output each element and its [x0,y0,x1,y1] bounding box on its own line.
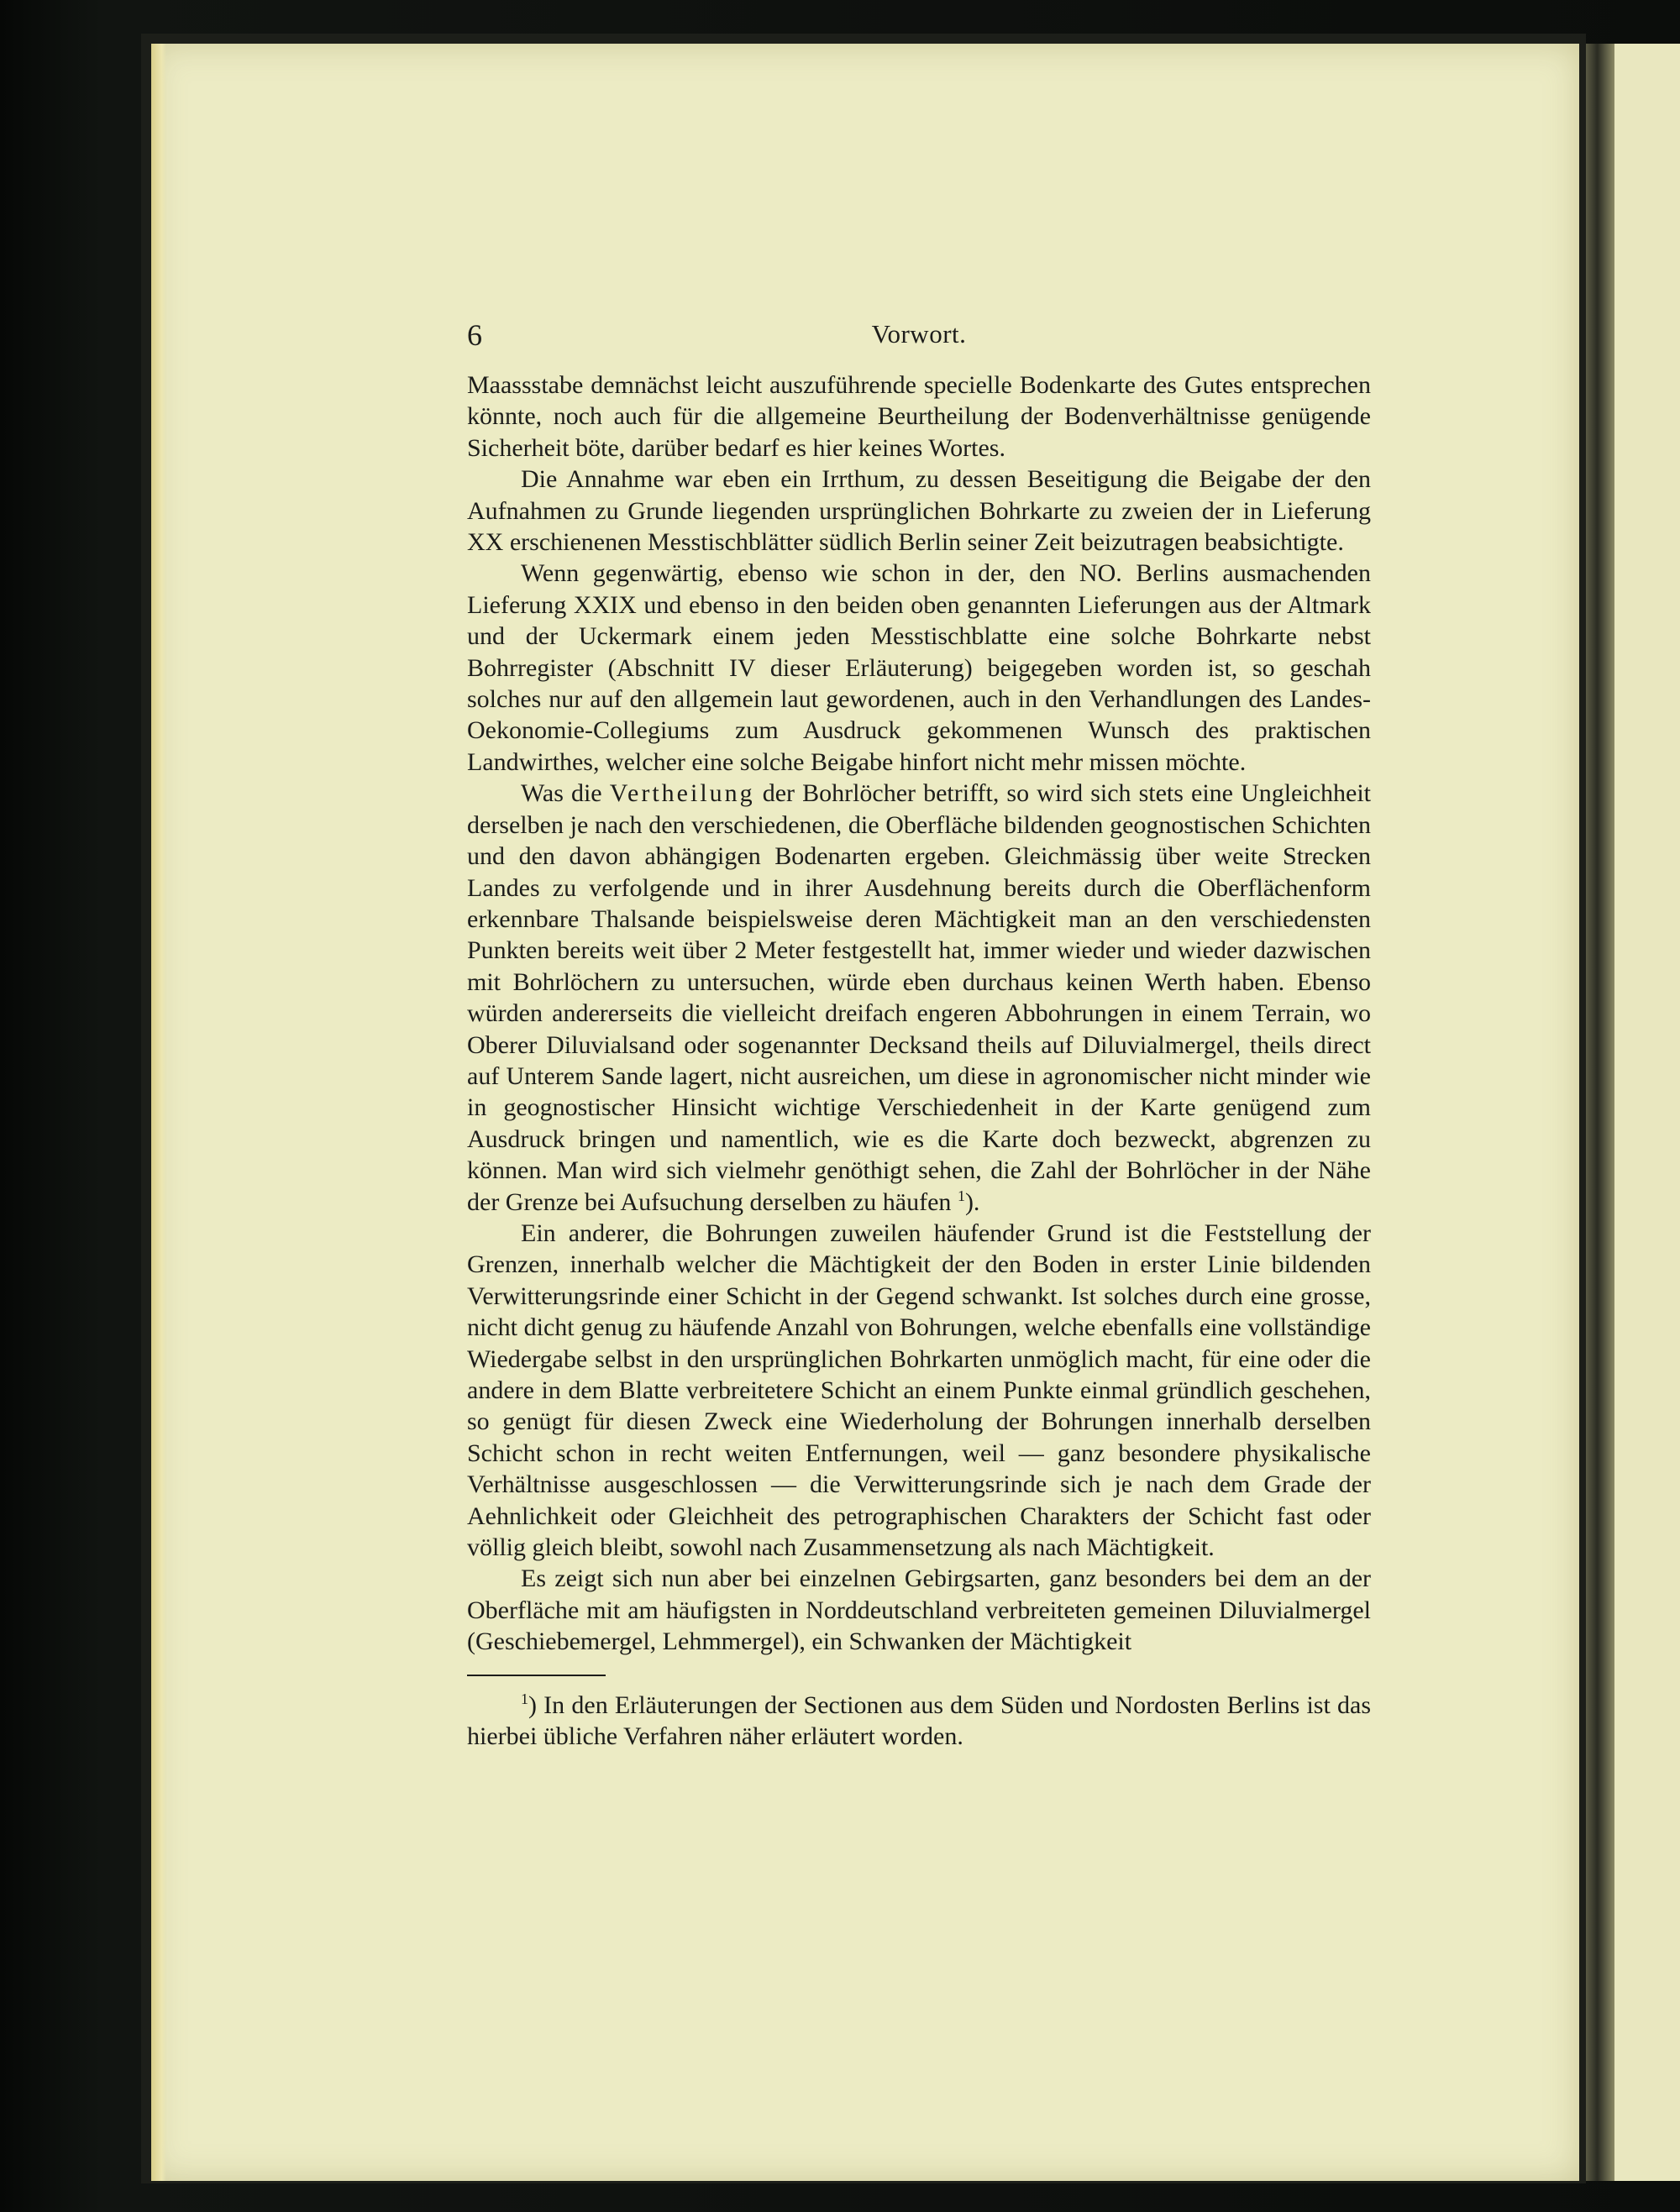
running-title: Vorwort. [871,319,967,349]
book-gutter [1586,44,1614,2181]
footnote-body: ) In den Erläuterungen der Sectionen aus dem Süden und Nordosten Berlins ist das hierbei übliche Verfahren näher erläutert worden. [467,1690,1371,1750]
paragraph-4-spaced-term: Vertheilung [609,779,755,808]
paragraph-5: Ein anderer, die Bohrungen zuweilen häufender Grund ist die Feststellung der Grenzen, innerhalb welcher die Mächtigkeit der den Boden in erster Linie bildenden Verwitterungsrinde einer Schicht in der Gegend schwankt. Ist solches durch eine grosse, nicht dicht genug zu häufende Anzahl von Bohrungen, welche ebenfalls eine vollständige Wiedergabe selbst in den ursprünglichen Bohrkarten unmöglich macht, für eine oder die andere in dem Blatte verbreitetere Schicht an einem Punkte einmal gründlich geschehen, so genügt für diesen Zweck eine Wiederholung der Bohrungen innerhalb derselben Schicht schon in recht weiten Entfernungen, weil — ganz besondere physikalische Verhältnisse ausgeschlossen — die Verwitterungsrinde sich je nach dem Grade der Aehnlichkeit oder Gleichheit des petrographischen Charakters der Schicht fast oder völlig gleich bleibt, sowohl nach Zusammensetzung als nach Mächtigkeit. [467,1219,1371,1562]
running-head [467,317,1371,358]
facing-page-strip [1614,44,1680,2181]
paragraph-1: Maassstabe demnächst leicht auszuführende specielle Bodenkarte des Gutes entsprechen könnte, noch auch für die allgemeine Beurtheilung der Bodenverhältnisse genügende Sicherheit böte, darüber bedarf es hier keines Wortes. [467,371,1371,462]
paragraph-4-tail: ). [964,1187,980,1216]
paragraph-4-body: der Bohrlöcher betrifft, so wird sich stets eine Ungleichheit derselben je nach den verschiedenen, die Oberfläche bildenden geognostischen Schichten und den davon abhängigen Bodenarten ergeben. Gleichmässig über weite Strecken Landes zu verfolgende und in ihrer Ausdehnung bereits durch die Oberflächenform erkennbare Thalsande beispielsweise deren Mächtigkeit man an den verschiedensten Punkten bereits weit über 2 Meter festgestellt hat, immer wieder und wieder dazwischen mit Bohrlöchern zu untersuchen, würde eben durchaus keinen Werth haben. Ebenso würden andererseits die vielleicht dreifach engeren Abbohrungen in einem Terrain, wo Oberer Diluvialsand oder sogenannter Decksand theils auf Diluvialmergel, theils direct auf Unterem Sande lagert, nicht ausreichen, um diese in agronomischer nicht minder wie in geognostischer Hinsicht wichtige Verschiedenheit in der Karte genügend zum Ausdruck bringen und namentlich, wie es die Karte doch bezweckt, abgrenzen zu können. Man wird sich vielmehr genöthigt sehen, die Zahl der Bohrlöcher in der Nähe der Grenze bei Aufsuchung derselben zu häufen [467,779,1371,1216]
page-edge-stain [151,44,166,2181]
footnote-reference: 1 [957,1187,965,1204]
paragraph-3: Wenn gegenwärtig, ebenso wie schon in der, den NO. Berlins ausmachenden Lieferung XXIX und ebenso in den beiden oben genannten Lieferungen aus der Altmark und der Uckermark einem jeden Messtischblatte eine solche Bohrkarte nebst Bohrregister (Abschnitt IV dieser Erläuterung) beigegeben worden ist, so geschah solches nur auf den allgemein laut gewordenen, auch in den Verhandlungen des Landes-Oekonomie-Collegiums zum Ausdruck gekommenen Wunsch des praktischen Landwirthes, welcher eine solche Beigabe hinfort nicht mehr missen möchte. [467,559,1371,776]
paragraph-4-lead: Was die [521,779,610,808]
text-block [467,317,1371,1752]
footnote-text [467,1690,1371,1752]
footnote-marker: 1 [521,1690,528,1707]
footnote [467,1690,1371,1752]
paragraph-6: Es zeigt sich nun aber bei einzelnen Gebirgsarten, ganz besonders bei dem an der Oberfläche mit am häufigsten in Norddeutschland verbreiteten gemeinen Diluvialmergel (Geschiebemergel, Lehmmergel), ein Schwanken der Mächtigkeit [467,1565,1371,1656]
paragraph-2: Die Annahme war eben ein Irrthum, zu dessen Beseitigung die Beigabe der den Aufnahmen zu Grunde liegenden ursprünglichen Bohrkarte zu zweien der in Lieferung XX erschienenen Messtischblätter südlich Berlin seiner Zeit beizutragen beabsichtigte. [467,465,1371,557]
page-number: 6 [467,318,482,352]
footnote-rule [467,1675,606,1676]
paragraph-4 [467,778,1371,1218]
